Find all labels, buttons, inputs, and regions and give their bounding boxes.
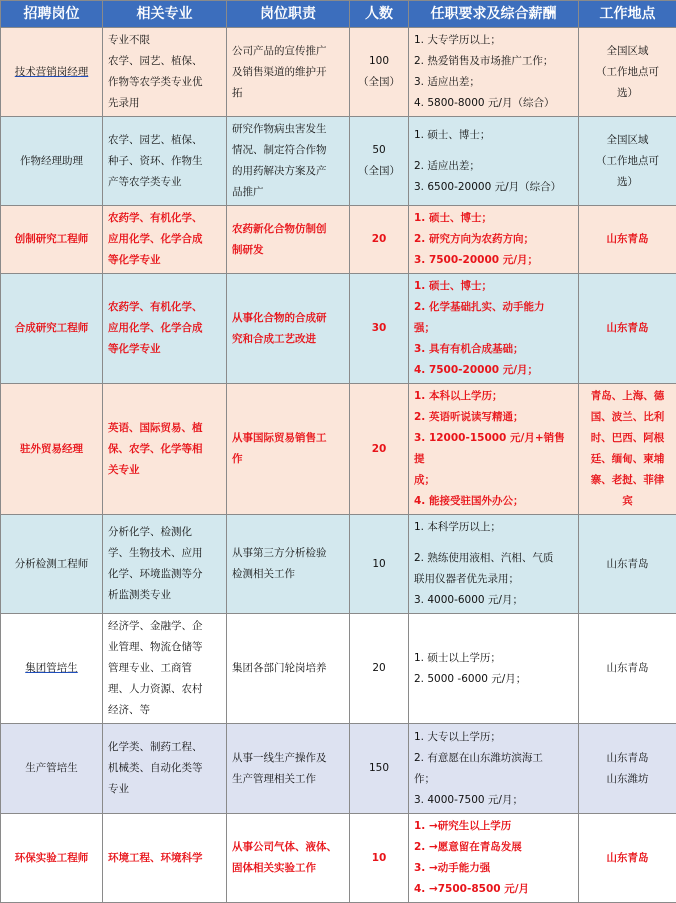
cell-position [1, 206, 103, 274]
cell-count-line: （全国） [355, 161, 403, 182]
cell-major-line: 专业 [108, 779, 221, 800]
cell-duty [227, 515, 350, 614]
cell-count-line: 150 [355, 758, 403, 779]
cell-major-line: 先录用 [108, 93, 221, 114]
position-title: 合成研究工程师 [15, 322, 89, 334]
cell-location [579, 206, 676, 274]
cell-count [350, 28, 409, 117]
cell-requirements-line: 1. 本科以上学历； [414, 386, 573, 407]
cell-duty-line: 制研发 [232, 240, 344, 261]
cell-major-line: 理、人力资源、农村 [108, 679, 221, 700]
cell-count-line: 50 [355, 140, 403, 161]
cell-major [103, 117, 227, 206]
cell-major-line: 农学、园艺、植保、 [108, 51, 221, 72]
cell-duty-line: 检测相关工作 [232, 564, 344, 585]
cell-count-line: 20 [355, 229, 403, 250]
cell-major-line: 经济、等 [108, 700, 221, 721]
cell-location [579, 724, 676, 814]
cell-count-line: 30 [355, 318, 403, 339]
cell-major-line: 化学、环境监测等分 [108, 564, 221, 585]
cell-location [579, 814, 676, 903]
cell-major-line: 等化学专业 [108, 339, 221, 360]
cell-location-line: 宾 [584, 491, 671, 512]
cell-duty [227, 117, 350, 206]
cell-location-line: 山东潍坊 [584, 769, 671, 790]
table-row [1, 28, 676, 117]
cell-major-line: 管理专业、工商管 [108, 658, 221, 679]
cell-requirements-line: 3. 适应出差； [414, 72, 573, 93]
cell-major [103, 274, 227, 384]
cell-count [350, 206, 409, 274]
cell-location-line: 选） [584, 172, 671, 193]
cell-duty-line: 从事一线生产操作及 [232, 748, 344, 769]
cell-location-line: 山东青岛 [584, 848, 671, 869]
cell-requirements-line: 3. 4000-6000 元/月； [414, 590, 573, 611]
cell-major-line: 保、农学、化学等相 [108, 439, 221, 460]
position-title: 生产管培生 [25, 762, 78, 774]
cell-duty-line: 固体相关实验工作 [232, 858, 344, 879]
cell-major-line: 分析化学、检测化 [108, 522, 221, 543]
cell-duty-line: 的用药解决方案及产 [232, 161, 344, 182]
cell-location-line: 全国区域 [584, 41, 671, 62]
cell-major-line: 学、生物技术、应用 [108, 543, 221, 564]
cell-requirements [409, 724, 579, 814]
cell-location [579, 28, 676, 117]
table-row [1, 515, 676, 614]
cell-requirements-line: 3. 7500-20000 元/月； [414, 250, 573, 271]
cell-position [1, 117, 103, 206]
cell-requirements-line: 4. 7500-20000 元/月； [414, 360, 573, 381]
cell-count [350, 274, 409, 384]
cell-duty-line: 研究作物病虫害发生 [232, 119, 344, 140]
cell-duty [227, 814, 350, 903]
cell-location-line: 山东青岛 [584, 748, 671, 769]
cell-major-line: 种子、资环、作物生 [108, 151, 221, 172]
cell-major-line: 农药学、有机化学、 [108, 297, 221, 318]
cell-requirements-line: 2. 英语听说读写精通； [414, 407, 573, 428]
cell-requirements-line: 2. 熟练使用液相、汽相、气质 [414, 548, 573, 569]
cell-duty-line: 从事公司气体、液体、 [232, 837, 344, 858]
cell-major-line: 作物等农学类专业优 [108, 72, 221, 93]
cell-duty-line: 公司产品的宣传推广 [232, 41, 344, 62]
cell-position [1, 814, 103, 903]
cell-requirements-line: 3. 12000-15000 元/月+销售提 [414, 428, 573, 470]
cell-duty-line: 情况、制定符合作物 [232, 140, 344, 161]
cell-position [1, 614, 103, 724]
cell-requirements-line: 4. 能接受驻国外办公； [414, 491, 573, 512]
cell-location-line: 国、波兰、比利 [584, 407, 671, 428]
position-title: 驻外贸易经理 [20, 443, 83, 455]
col-header-requirements: 任职要求及综合薪酬 [409, 1, 579, 28]
cell-duty-line: 作 [232, 449, 344, 470]
cell-requirements-line: 1. 硕士、博士； [414, 208, 573, 229]
table-row [1, 206, 676, 274]
cell-duty-line: 农药新化合物仿制创 [232, 219, 344, 240]
cell-requirements-line: 2. 5000 -6000 元/月； [414, 669, 573, 690]
cell-count-line: （全国） [355, 72, 403, 93]
cell-count-line: 20 [355, 658, 403, 679]
position-title: 分析检测工程师 [15, 558, 89, 570]
cell-count-line: 20 [355, 439, 403, 460]
cell-major-line: 化学类、制药工程、 [108, 737, 221, 758]
cell-requirements-line: 2. 研究方向为农药方向； [414, 229, 573, 250]
cell-major-line: 农药学、有机化学、 [108, 208, 221, 229]
cell-major-line: 等化学专业 [108, 250, 221, 271]
cell-duty [227, 206, 350, 274]
cell-major-line: 环境工程、环境科学 [108, 848, 221, 869]
position-title: 集团管培生 [25, 662, 78, 674]
cell-location-line: 廷、缅甸、柬埔 [584, 449, 671, 470]
cell-duty-line: 生产管理相关工作 [232, 769, 344, 790]
cell-requirements-line: 1. 大专以上学历； [414, 727, 573, 748]
cell-location [579, 274, 676, 384]
col-header-major: 相关专业 [103, 1, 227, 28]
cell-requirements-line: 2. 热爱销售及市场推广工作； [414, 51, 573, 72]
cell-requirements-line [414, 146, 573, 156]
cell-major [103, 724, 227, 814]
cell-requirements-line: 作； [414, 769, 573, 790]
cell-major-line: 农学、园艺、植保、 [108, 130, 221, 151]
cell-duty-line: 品推广 [232, 182, 344, 203]
cell-major [103, 814, 227, 903]
cell-duty-line: 从事化合物的合成研 [232, 308, 344, 329]
cell-requirements [409, 117, 579, 206]
cell-requirements-line: 3. →动手能力强 [414, 858, 573, 879]
cell-major-line: 关专业 [108, 460, 221, 481]
col-header-count: 人数 [350, 1, 409, 28]
cell-location [579, 384, 676, 515]
cell-requirements-line: 4. →7500-8500 元/月 [414, 879, 573, 900]
cell-count [350, 814, 409, 903]
position-title: 作物经理助理 [20, 155, 83, 167]
cell-major-line: 业管理、物流仓储等 [108, 637, 221, 658]
cell-count-line: 10 [355, 554, 403, 575]
header-row [1, 1, 676, 28]
cell-count [350, 117, 409, 206]
table-body [1, 28, 676, 903]
cell-count [350, 614, 409, 724]
cell-duty-line: 及销售渠道的维护开 [232, 62, 344, 83]
cell-major-line: 专业不限 [108, 30, 221, 51]
cell-requirements-line: 成； [414, 470, 573, 491]
cell-major [103, 28, 227, 117]
cell-major-line: 析监测类专业 [108, 585, 221, 606]
cell-location-line: 山东青岛 [584, 229, 671, 250]
cell-major-line: 应用化学、化学合成 [108, 229, 221, 250]
col-header-location: 工作地点 [579, 1, 676, 28]
cell-duty [227, 274, 350, 384]
cell-requirements-line: 3. 4000-7500 元/月； [414, 790, 573, 811]
cell-requirements-line: 强； [414, 318, 573, 339]
cell-requirements [409, 206, 579, 274]
cell-major [103, 384, 227, 515]
cell-major [103, 206, 227, 274]
cell-location [579, 117, 676, 206]
cell-duty [227, 384, 350, 515]
cell-requirements-line: 3. 6500-20000 元/月（综合） [414, 177, 573, 198]
cell-duty [227, 28, 350, 117]
cell-requirements [409, 614, 579, 724]
cell-count-line: 100 [355, 51, 403, 72]
cell-major-line: 应用化学、化学合成 [108, 318, 221, 339]
cell-requirements-line: 联用仪器者优先录用； [414, 569, 573, 590]
cell-requirements-line: 1. 硕士、博士； [414, 276, 573, 297]
cell-requirements [409, 814, 579, 903]
table-row [1, 724, 676, 814]
cell-location-line: 山东青岛 [584, 318, 671, 339]
cell-position [1, 384, 103, 515]
cell-location-line: 全国区域 [584, 130, 671, 151]
cell-count-line: 10 [355, 848, 403, 869]
cell-requirements-line: 2. 化学基础扎实、动手能力 [414, 297, 573, 318]
cell-location-line: 青岛、上海、德 [584, 386, 671, 407]
cell-requirements-line: 1. 硕士、博士； [414, 125, 573, 146]
cell-position [1, 28, 103, 117]
cell-location-line: 寨、老挝、菲律 [584, 470, 671, 491]
cell-requirements-line: 2. →愿意留在青岛发展 [414, 837, 573, 858]
cell-location [579, 515, 676, 614]
cell-requirements-line: 2. 适应出差； [414, 156, 573, 177]
cell-requirements-line: 3. 具有有机合成基础； [414, 339, 573, 360]
cell-requirements [409, 28, 579, 117]
cell-major [103, 515, 227, 614]
cell-requirements-line: 1. →研究生以上学历 [414, 816, 573, 837]
cell-duty-line: 从事第三方分析检验 [232, 543, 344, 564]
cell-count [350, 515, 409, 614]
table-row [1, 384, 676, 515]
cell-duty-line: 究和合成工艺改进 [232, 329, 344, 350]
cell-position [1, 724, 103, 814]
position-title: 创制研究工程师 [15, 233, 89, 245]
cell-count [350, 724, 409, 814]
cell-position [1, 274, 103, 384]
cell-location-line: 时、巴西、阿根 [584, 428, 671, 449]
cell-location-line: （工作地点可 [584, 62, 671, 83]
cell-major-line: 机械类、自动化类等 [108, 758, 221, 779]
cell-count [350, 384, 409, 515]
cell-location [579, 614, 676, 724]
position-title: 环保实验工程师 [15, 852, 89, 864]
cell-major [103, 614, 227, 724]
position-title: 技术营销岗经理 [15, 66, 89, 78]
col-header-duty: 岗位职责 [227, 1, 350, 28]
cell-duty-line: 拓 [232, 83, 344, 104]
cell-major-line: 英语、国际贸易、植 [108, 418, 221, 439]
cell-requirements [409, 515, 579, 614]
cell-major-line: 经济学、金融学、企 [108, 616, 221, 637]
cell-duty-line: 集团各部门轮岗培养 [232, 658, 344, 679]
table-row [1, 117, 676, 206]
cell-requirements-line: 2. 有意愿在山东潍坊滨海工 [414, 748, 573, 769]
table-row [1, 814, 676, 903]
cell-requirements [409, 384, 579, 515]
cell-requirements [409, 274, 579, 384]
table-row [1, 614, 676, 724]
cell-position [1, 515, 103, 614]
table-row [1, 274, 676, 384]
cell-requirements-line [414, 538, 573, 548]
cell-requirements-line: 1. 本科学历以上； [414, 517, 573, 538]
cell-requirements-line: 1. 硕士以上学历； [414, 648, 573, 669]
cell-location-line: 山东青岛 [584, 658, 671, 679]
cell-location-line: 山东青岛 [584, 554, 671, 575]
cell-duty [227, 614, 350, 724]
cell-major-line: 产等农学类专业 [108, 172, 221, 193]
cell-duty [227, 724, 350, 814]
cell-location-line: （工作地点可 [584, 151, 671, 172]
cell-requirements-line: 1. 大专学历以上； [414, 30, 573, 51]
col-header-position: 招聘岗位 [1, 1, 103, 28]
cell-requirements-line: 4. 5800-8000 元/月（综合） [414, 93, 573, 114]
cell-location-line: 选） [584, 83, 671, 104]
cell-duty-line: 从事国际贸易销售工 [232, 428, 344, 449]
